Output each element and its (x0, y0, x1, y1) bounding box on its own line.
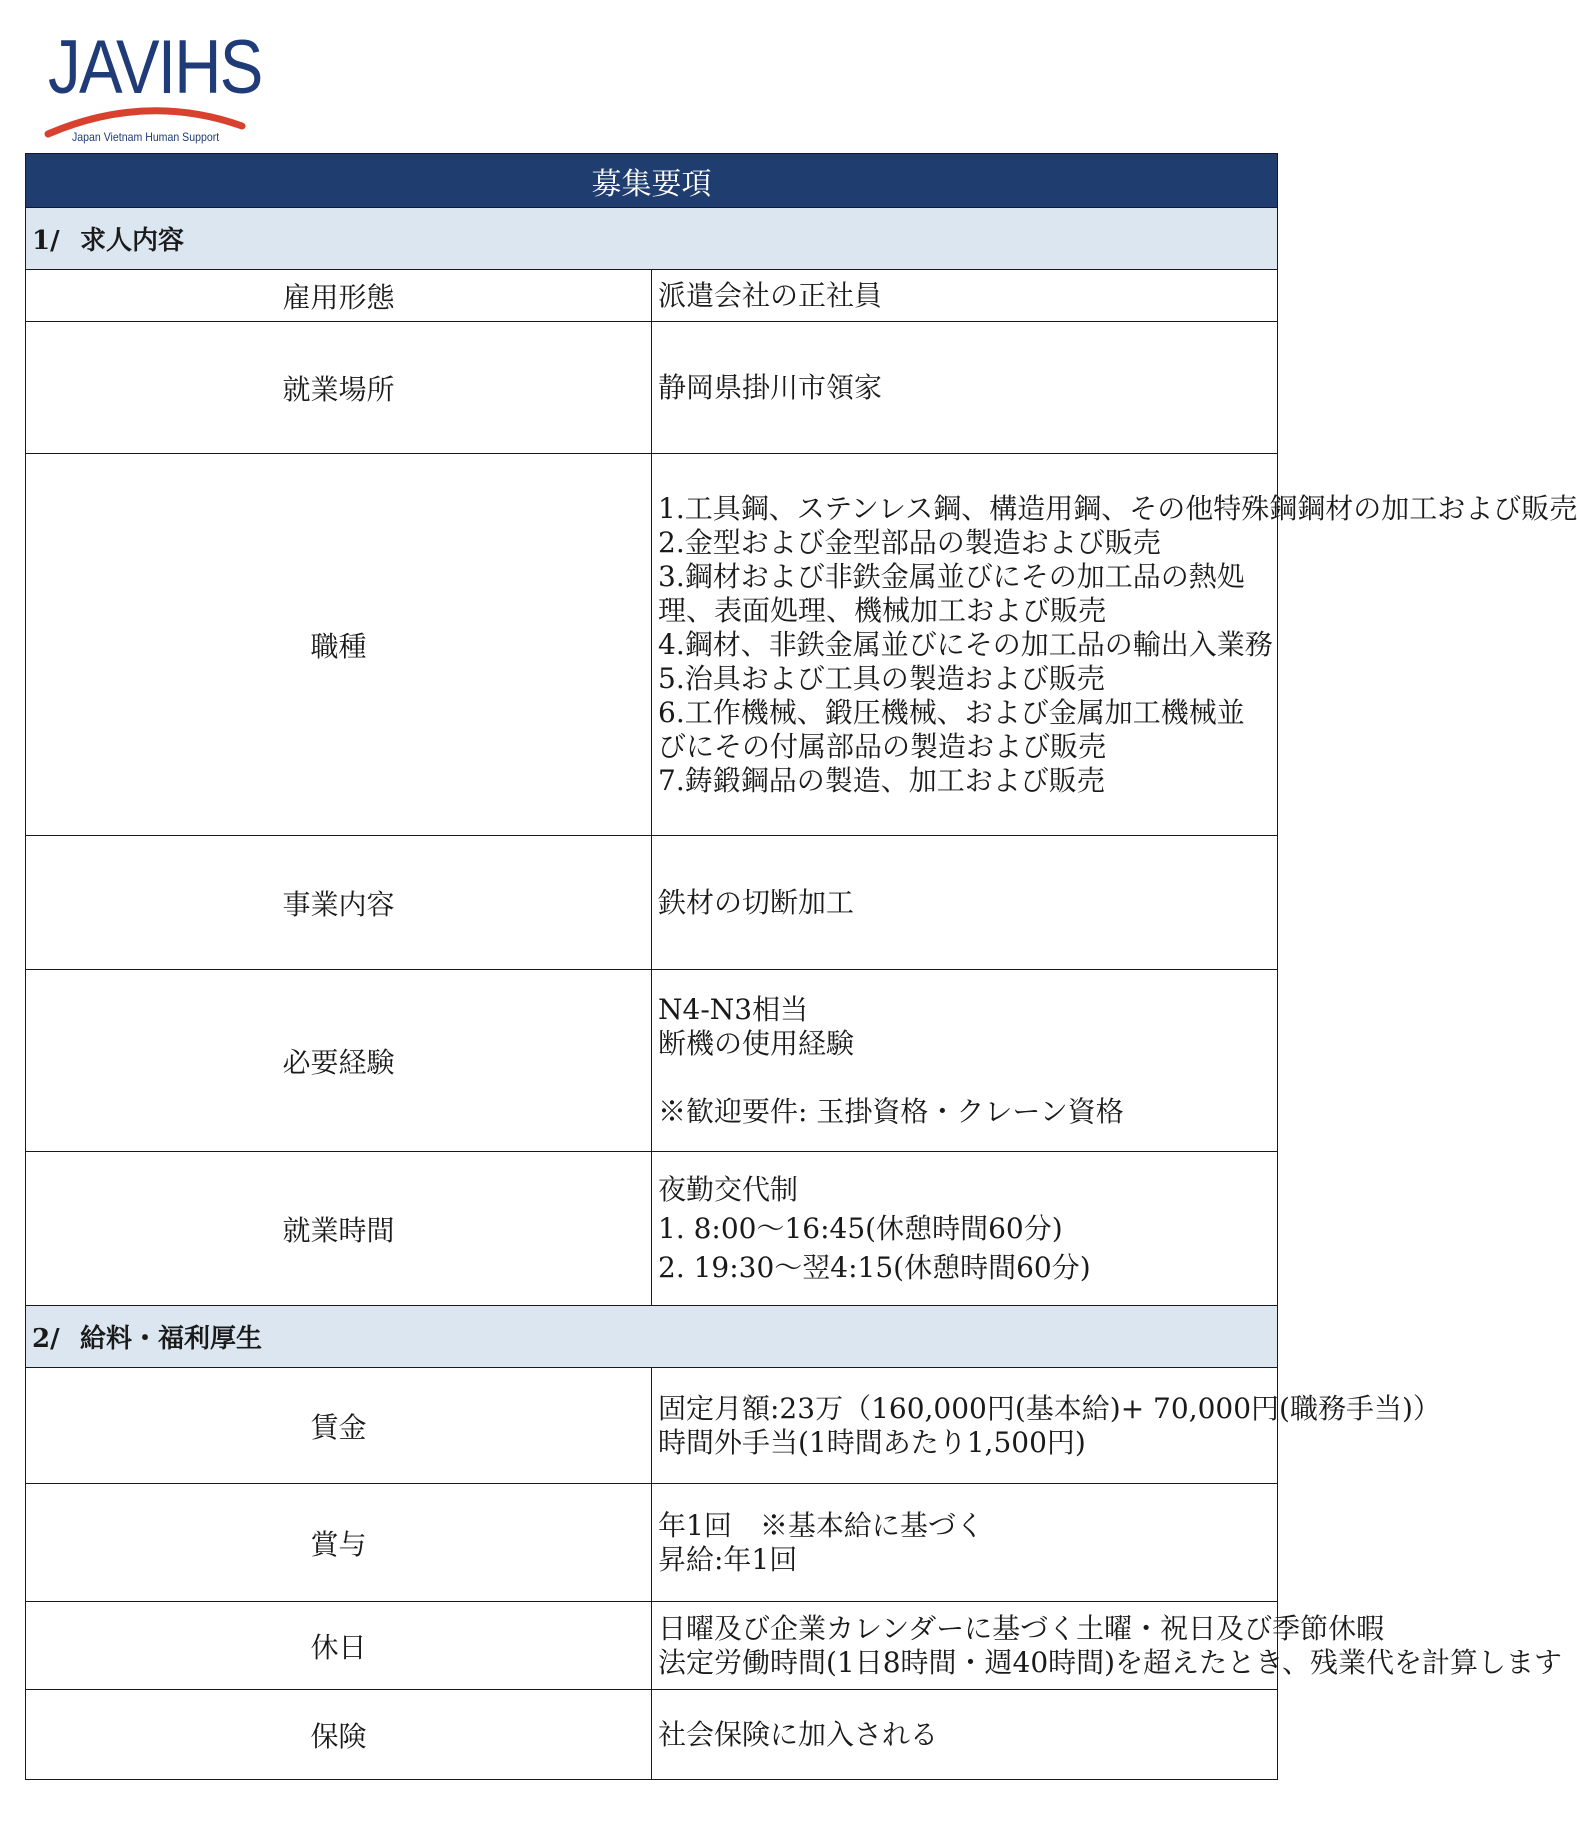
row-value: 日曜及び企業カレンダーに基づく土曜・祝日及び季節休暇 法定労働時間(1日8時間・週40時間)を超えたとき、残業代を計算します (652, 1602, 1278, 1690)
table-row (26, 1368, 1278, 1484)
row-label: 必要経験 (26, 970, 652, 1152)
table-row (26, 322, 1278, 454)
row-label: 賞与 (26, 1484, 652, 1602)
row-value: 年1回 ※基本給に基づく 昇給:年1回 (652, 1484, 1278, 1602)
table-row (26, 1484, 1278, 1602)
row-label: 休日 (26, 1602, 652, 1690)
table-row (26, 270, 1278, 322)
table-row (26, 970, 1278, 1152)
row-label: 保険 (26, 1690, 652, 1780)
row-label: 職種 (26, 454, 652, 836)
row-value: N4-N3相当 断機の使用経験 ※歓迎要件: 玉掛資格・クレーン資格 (652, 970, 1278, 1152)
row-label: 雇用形態 (26, 270, 652, 322)
row-value: 固定月額:23万（160,000円(基本給)+ 70,000円(職務手当)） 時間外手当(1時間あたり1,500円) (652, 1368, 1278, 1484)
table-title: 募集要項 (26, 154, 1278, 208)
row-value: 社会保険に加入される (652, 1690, 1278, 1780)
logo-subtitle: Japan Vietnam Human Support (72, 130, 220, 144)
row-label: 就業時間 (26, 1152, 652, 1306)
section-header (26, 208, 1278, 270)
table-row (26, 1690, 1278, 1780)
row-value: 派遣会社の正社員 (652, 270, 1278, 322)
row-value: 静岡県掛川市領家 (652, 322, 1278, 454)
section-number: 1/ (32, 226, 60, 256)
company-logo (46, 25, 262, 148)
row-label: 賃金 (26, 1368, 652, 1484)
table-title-row (26, 154, 1278, 208)
row-value: 夜勤交代制 1. 8:00～16:45(休憩時間60分) 2. 19:30～翌4:15(休憩時間60分) (652, 1152, 1278, 1306)
logo-wordmark: JAVIHS (48, 25, 262, 110)
row-value: 1.工具鋼、ステンレス鋼、構造用鋼、その他特殊鋼鋼材の加工および販売 2.金型および金型部品の製造および販売 3.鋼材および非鉄金属並びにその加工品の熱処理、表面処理、機械加工および販売 4.鋼材、非鉄金属並びにその加工品の輸出入業務 5.治具および工具の製造および販売 6.工作機械、鍛圧機械、および金属加工機械並びにその付属部品の製造および販売 7.鋳鍛鋼品の製造、加工および販売 (652, 454, 1278, 836)
section-heading: 求人内容 (80, 226, 185, 256)
table-row (26, 836, 1278, 970)
table-row (26, 454, 1278, 836)
section-heading: 給料・福利厚生 (80, 1324, 263, 1354)
row-value: 鉄材の切断加工 (652, 836, 1278, 970)
recruitment-table (25, 153, 1577, 1780)
row-label: 就業場所 (26, 322, 652, 454)
table-row (26, 1602, 1278, 1690)
section-header (26, 1306, 1278, 1368)
table-row (26, 1152, 1278, 1306)
row-label: 事業内容 (26, 836, 652, 970)
section-number: 2/ (32, 1324, 60, 1354)
